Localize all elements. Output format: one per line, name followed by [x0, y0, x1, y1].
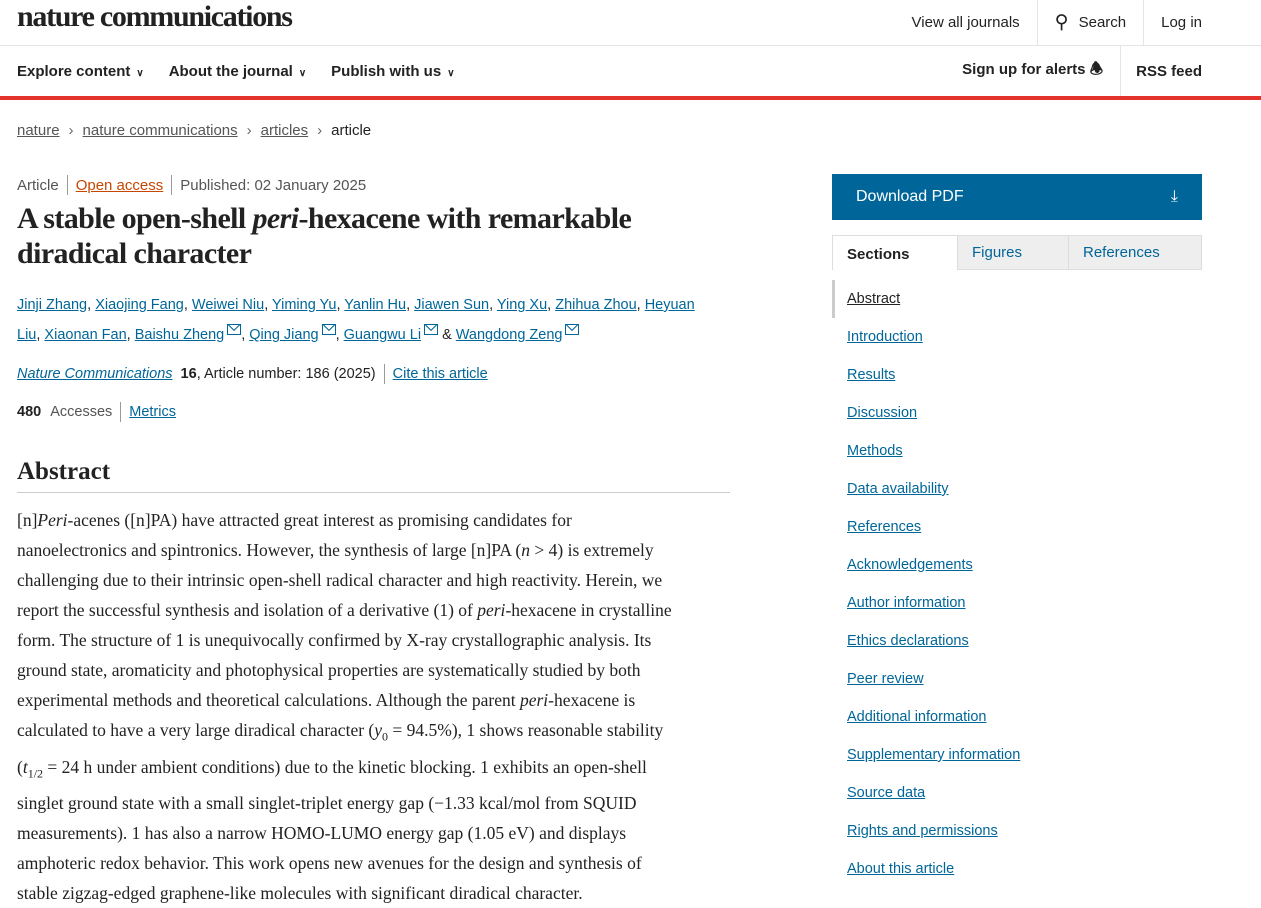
section-item [832, 280, 1020, 318]
section-link[interactable]: Data availability [847, 481, 949, 497]
abstract-text-segment: Peri [37, 510, 68, 530]
author-link[interactable]: Heyuan Liu [17, 297, 695, 343]
abstract-text-segment: nanoelectronics and spintronics. However, the synthesis of large [n]PA ( [17, 540, 522, 560]
section-item [832, 356, 1020, 394]
breadcrumb-nature[interactable]: nature [17, 122, 60, 139]
section-link[interactable]: Introduction [847, 329, 923, 345]
citation [17, 364, 488, 384]
section-link[interactable]: About this article [847, 861, 955, 877]
chevron-down-icon: ∨ [136, 67, 144, 79]
mail-icon[interactable] [322, 324, 336, 335]
section-item [832, 508, 1020, 546]
section-item [832, 698, 1020, 736]
breadcrumb-nature-communications[interactable]: nature communications [82, 122, 238, 139]
author-link[interactable]: Jiawen Sun [414, 297, 490, 313]
alerts-link[interactable]: Sign up for alerts 🕭 [962, 60, 1104, 78]
mail-icon[interactable] [565, 324, 579, 335]
abstract-text-segment: peri [477, 600, 506, 620]
article-type: Article [17, 176, 59, 194]
section-link[interactable]: Source data [847, 785, 926, 801]
abstract-line [17, 625, 730, 655]
abstract-text-segment: n [521, 540, 531, 560]
abstract-text-segment: peri [519, 690, 549, 710]
abstract-text-segment: challenging due to their intrinsic open-shell radical character and high reactivity. Herein, we [17, 570, 663, 590]
author-link[interactable]: Yiming Yu [271, 297, 337, 313]
abstract-text-segment: -hexacene in crystalline [505, 600, 672, 620]
abstract-text-segment: form. The structure of 1 is unequivocally confirmed by X-ray crystallographic analysis. Its [17, 630, 652, 650]
section-item [832, 774, 1020, 812]
abstract-line [17, 848, 730, 878]
abstract-line [17, 752, 730, 789]
article-number: , Article number: 186 (2025) [196, 366, 376, 382]
search-label: Search [1078, 14, 1127, 31]
abstract-text-segment: > 4) is extremely [530, 540, 654, 560]
abstract-line [17, 878, 730, 908]
section-item [832, 660, 1020, 698]
author-link[interactable]: Guangwu Li [343, 327, 422, 343]
download-pdf-label: Download PDF [856, 188, 964, 205]
breadcrumb-articles[interactable]: articles [260, 122, 309, 139]
accesses [17, 402, 176, 422]
abstract-text-segment: report the successful synthesis and isolation of a derivative (1) of [17, 600, 478, 620]
author-link[interactable]: Xiaojing Fang [95, 297, 184, 313]
abstract-line [17, 788, 730, 818]
open-access-link[interactable]: Open access [75, 176, 164, 194]
download-icon: ⤓ [1170, 188, 1178, 205]
volume: 16 [180, 366, 197, 382]
cite-article-link[interactable]: Cite this article [392, 366, 488, 382]
section-item [832, 470, 1020, 508]
top-bar [0, 0, 1261, 46]
section-link[interactable]: Additional information [847, 709, 987, 725]
abstract-text-segment: singlet ground state with a small singlet-triplet energy gap (−1.33 kcal/mol from SQUID [17, 793, 637, 813]
metrics-link[interactable]: Metrics [129, 404, 176, 420]
abstract-line [17, 565, 730, 595]
article-meta [17, 175, 366, 195]
access-label: Accesses [50, 404, 113, 420]
abstract-text-segment: y [374, 720, 383, 740]
journal-logo[interactable]: nature communications [17, 0, 292, 33]
author-link[interactable]: Wangdong Zeng [455, 327, 563, 343]
section-link[interactable]: Acknowledgements [847, 557, 973, 573]
tab-references[interactable]: References [1068, 236, 1201, 269]
abstract-text-segment: ground state, aromaticity and photophysical properties are systematically studied by both [17, 660, 641, 680]
abstract-text-segment: = 24 h under ambient conditions) due to the kinetic blocking. 1 exhibits an open-shell [43, 756, 647, 777]
section-item [832, 394, 1020, 432]
abstract-heading: Abstract [17, 458, 730, 493]
sections-list [832, 280, 1020, 888]
abstract-text-segment: -acenes ([n]PA) have attracted great interest as promising candidates for [67, 510, 572, 530]
chevron-right-icon: › [246, 122, 252, 139]
section-link[interactable]: Supplementary information [847, 747, 1021, 763]
abstract-text-segment: t [22, 756, 28, 777]
section-link[interactable]: Peer review [847, 671, 924, 687]
author-link[interactable]: Xiaonan Fan [44, 327, 127, 343]
section-link[interactable]: Author information [847, 595, 966, 611]
breadcrumb-current: article [331, 122, 372, 139]
abstract-text [17, 505, 730, 908]
abstract-text-segment: = 94.5%), 1 shows reasonable stability [388, 720, 664, 740]
section-item [832, 584, 1020, 622]
chevron-right-icon: › [68, 122, 74, 139]
search-icon: ⚲ [1054, 12, 1069, 33]
author-list: Jinji Zhang, Xiaojing Fang, Weiwei Niu, Yiming Yu, Yanlin Hu, Jiawen Sun, Ying Xu, Zhihua Zhou, Heyuan Liu, Xiaonan Fan, Baishu Zheng , Qing Jiang , Guangwu Li & Wangdong Zeng [17, 297, 695, 343]
abstract-line [17, 595, 730, 625]
abstract-text-segment: amphoteric redox behavior. This work opens new avenues for the design and synthesis of [17, 853, 642, 873]
section-link[interactable]: Methods [847, 443, 903, 459]
search-button[interactable] [1037, 0, 1143, 45]
section-item [832, 546, 1020, 584]
nav-about-journal[interactable]: About the journal ∨ [168, 62, 307, 80]
abstract-line [17, 505, 730, 535]
tab-sections[interactable]: Sections [833, 236, 957, 272]
journal-link[interactable]: Nature Communications [17, 366, 173, 382]
chevron-right-icon: › [317, 122, 323, 139]
section-link[interactable]: Ethics declarations [847, 633, 969, 649]
published-date: Published: 02 January 2025 [180, 176, 367, 194]
abstract-line [17, 685, 730, 715]
mail-icon[interactable] [227, 324, 241, 335]
sidebar-tabs [832, 235, 1202, 270]
section-item [832, 432, 1020, 470]
section-item [832, 318, 1020, 356]
abstract-line [17, 655, 730, 685]
tab-figures[interactable]: Figures [957, 236, 1068, 269]
abstract-text-segment: experimental methods and theoretical calculations. Although the parent [17, 690, 520, 710]
section-item [832, 622, 1020, 660]
author-link[interactable]: Zhihua Zhou [555, 297, 637, 313]
nav-publish-with-us[interactable]: Publish with us ∨ [331, 62, 455, 80]
abstract-text-segment: -hexacene is [548, 690, 636, 710]
section-link[interactable]: Discussion [847, 405, 918, 421]
bell-icon: 🕭 [1089, 60, 1104, 78]
mail-icon[interactable] [424, 324, 438, 335]
section-item [832, 736, 1020, 774]
section-link[interactable]: Results [847, 367, 896, 383]
abstract-text-segment: measurements). 1 has also a narrow HOMO-LUMO energy gap (1.05 eV) and displays [17, 823, 627, 843]
abstract-line [17, 535, 730, 565]
access-count: 480 [17, 404, 42, 420]
abstract-text-segment: stable zigzag-edged graphene-like molecules with significant diradical character. [17, 883, 583, 903]
nav-explore-content[interactable]: Explore content ∨ [17, 62, 144, 80]
view-all-journals-link[interactable]: View all journals [911, 14, 1020, 31]
chevron-down-icon: ∨ [298, 67, 307, 79]
abstract-text-segment: 0 [382, 729, 389, 744]
chevron-down-icon: ∨ [447, 67, 455, 79]
breadcrumb [17, 122, 371, 139]
abstract-line [17, 715, 730, 752]
abstract-line [17, 818, 730, 848]
abstract-text-segment: calculated to have a very large diradical character ( [17, 720, 375, 740]
article-title: A stable open-shell peri-hexacene with remarkable diradical character [17, 202, 632, 270]
author-link[interactable]: Ying Xu [496, 297, 548, 313]
author-link[interactable]: Qing Jiang [249, 327, 319, 343]
author-link[interactable]: Yanlin Hu [344, 297, 407, 313]
abstract-text-segment: 1/2 [27, 766, 44, 780]
abstract-text-segment: [n] [17, 510, 38, 530]
section-item [832, 850, 1020, 888]
section-item [832, 812, 1020, 850]
section-link[interactable]: Rights and permissions [847, 823, 998, 839]
section-link[interactable]: Abstract [847, 291, 901, 307]
download-pdf-button[interactable] [832, 174, 1202, 220]
author-link[interactable]: Jinji Zhang [17, 297, 88, 313]
section-link[interactable]: References [847, 519, 922, 535]
login-link[interactable]: Log in [1143, 0, 1261, 45]
author-link[interactable]: Weiwei Niu [191, 297, 265, 313]
abstract-text-segment: ( [17, 756, 23, 777]
author-link[interactable]: Baishu Zheng [134, 327, 225, 343]
rss-feed-link[interactable]: RSS feed [1120, 46, 1202, 96]
main-nav [0, 46, 1261, 100]
